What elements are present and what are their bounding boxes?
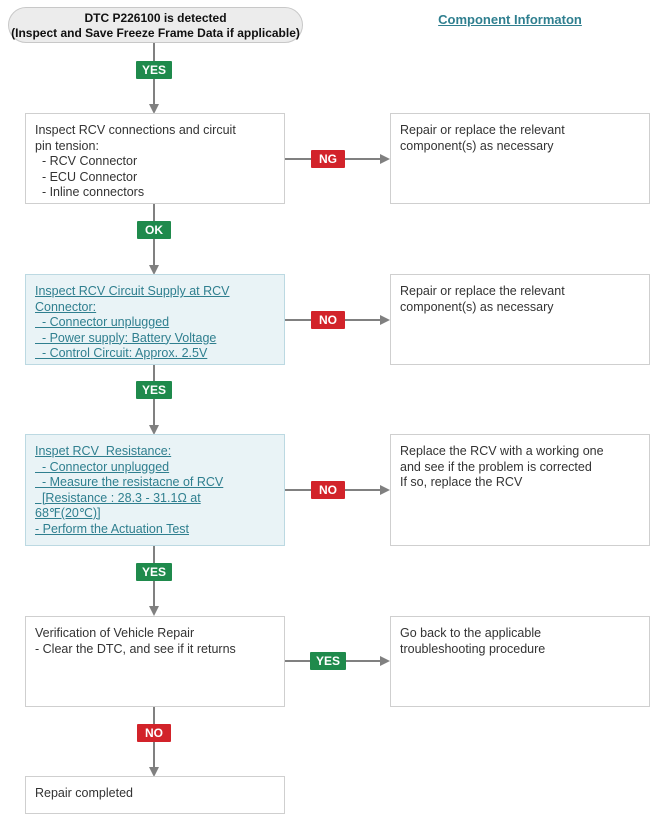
outcome-repair-replace-1: Repair or replace the relevant component(s) as necessary: [390, 113, 650, 204]
badge-ng-connections: NG: [311, 150, 345, 168]
badge-ok-connections: OK: [137, 221, 171, 239]
start-node: [8, 7, 303, 43]
step-repair-completed: Repair completed: [25, 776, 285, 814]
outcome-replace-rcv: Replace the RCV with a working one and see if the problem is corrected If so, replace the RCV: [390, 434, 650, 546]
badge-yes-resistance: YES: [136, 563, 172, 581]
start-title: DTC P226100 is detected: [84, 11, 227, 25]
badge-yes-supply: YES: [136, 381, 172, 399]
step-inspect-connections: Inspect RCV connections and circuit pin tension: - RCV Connector - ECU Connector - Inline connectors: [25, 113, 285, 204]
start-subtitle: (Inspect and Save Freeze Frame Data if applicable): [11, 26, 300, 40]
component-information-link[interactable]: Component Informaton: [438, 12, 582, 27]
badge-no-supply: NO: [311, 311, 345, 329]
badge-yes-verification: YES: [310, 652, 346, 670]
outcome-go-back: Go back to the applicable troubleshooting procedure: [390, 616, 650, 707]
badge-no-resistance: NO: [311, 481, 345, 499]
step-inspect-resistance[interactable]: Inspet RCV Resistance: - Connector unplugged - Measure the resistacne of RCV [Resistance : 28.3 - 31.1Ω at 68℉(20℃)] - Perform the Actuation Test: [25, 434, 285, 546]
outcome-repair-replace-2: Repair or replace the relevant component(s) as necessary: [390, 274, 650, 365]
step-verification: Verification of Vehicle Repair - Clear the DTC, and see if it returns: [25, 616, 285, 707]
step-inspect-circuit-supply[interactable]: Inspect RCV Circuit Supply at RCV Connector: - Connector unplugged - Power supply: Battery Voltage - Control Circuit: Approx. 2.5V: [25, 274, 285, 365]
badge-no-verification: NO: [137, 724, 171, 742]
badge-yes-detected: YES: [136, 61, 172, 79]
